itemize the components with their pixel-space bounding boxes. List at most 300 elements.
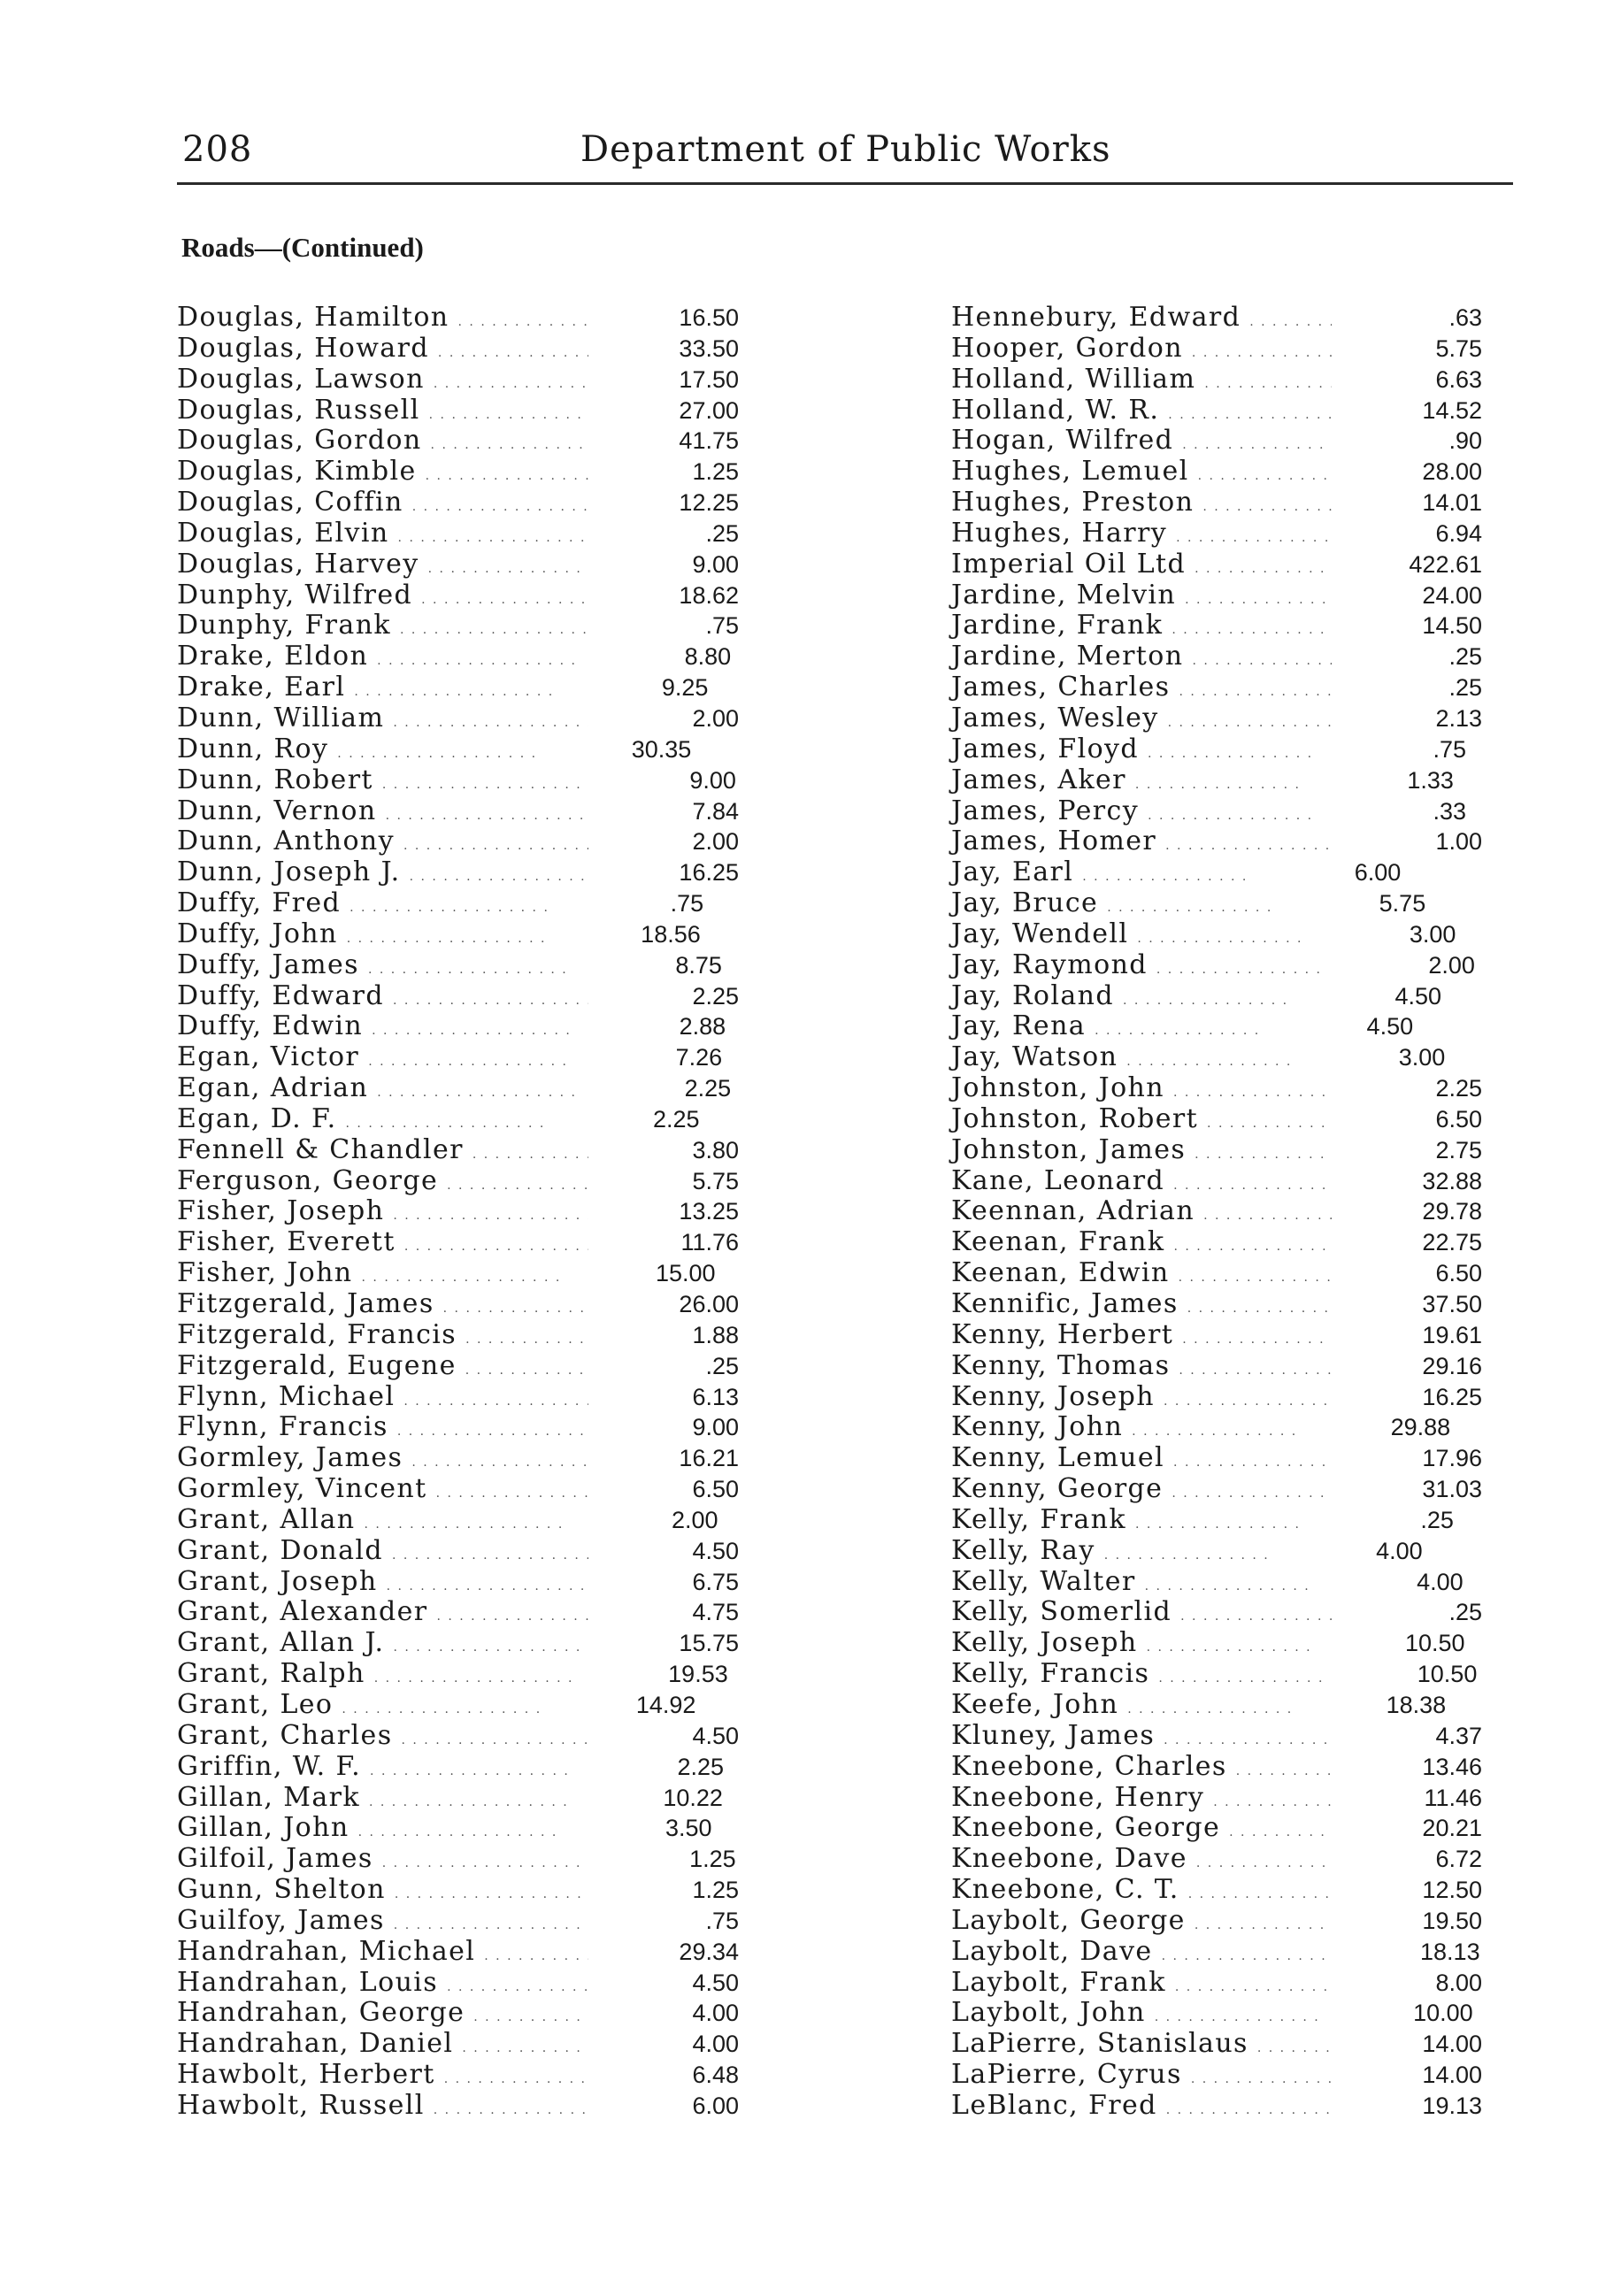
entry-row: [177, 703, 739, 734]
entry-row: [951, 2029, 1482, 2060]
entry-amount: 14.92: [635, 1691, 696, 1718]
dot-leader: [1249, 307, 1332, 338]
entry-amount: 29.78: [1422, 1198, 1482, 1225]
entry-row: [951, 1196, 1482, 1227]
entry-amount: 14.52: [1422, 396, 1482, 424]
entry-name: Egan, D. F.: [177, 1102, 337, 1134]
entry-name: Fitzgerald, Eugene: [177, 1349, 457, 1381]
entry-row: [177, 1875, 739, 1906]
entry-amount: 11.76: [680, 1229, 739, 1256]
entry-name: Grant, Ralph: [177, 1658, 365, 1690]
entry-row: [951, 1906, 1482, 1937]
dot-leader: [354, 677, 557, 708]
entry-row: [951, 488, 1482, 518]
dot-leader: [370, 1756, 573, 1787]
entry-name: James, Floyd: [951, 733, 1140, 764]
dot-leader: [462, 2033, 588, 2064]
entry-row: [177, 981, 739, 1012]
dot-leader: [382, 1848, 586, 1879]
entry-name: Johnston, John: [951, 1072, 1164, 1104]
entry-name: Kneebone, Charles: [951, 1750, 1227, 1782]
entry-amount: 2.25: [1435, 1075, 1482, 1102]
entry-name: Johnston, Robert: [951, 1102, 1199, 1134]
entry-name: Grant, Allan: [177, 1503, 356, 1535]
entry-row: [951, 734, 1482, 765]
entry-amount: 20.21: [1422, 1815, 1482, 1842]
entry-amount: 1.00: [1435, 828, 1482, 856]
entry-name: Duffy, Edward: [177, 979, 385, 1011]
dot-leader: [1191, 2064, 1332, 2095]
entry-amount: 10.50: [1404, 1630, 1465, 1657]
entry-name: Kelly, Walter: [951, 1565, 1136, 1597]
entry-amount: 3.00: [1398, 1044, 1446, 1071]
dot-leader: [395, 1879, 588, 1910]
entry-row: [177, 1783, 739, 1814]
entry-amount: 10.50: [1417, 1661, 1478, 1688]
entry-row: [951, 1412, 1482, 1443]
dot-leader: [1148, 801, 1316, 832]
right-column: [951, 303, 1482, 2122]
entry-name: Kneebone, C. T.: [951, 1874, 1179, 1906]
entry-name: Hogan, Wilfred: [951, 425, 1174, 457]
entry-row: [177, 1937, 739, 1968]
entry-amount: 9.00: [692, 550, 739, 578]
entry-row: [177, 1690, 739, 1721]
entry-amount: 14.00: [1422, 2031, 1482, 2058]
entry-name: Jardine, Merton: [951, 641, 1184, 672]
entry-amount: .75: [1433, 735, 1467, 763]
entry-amount: 5.75: [1379, 890, 1426, 918]
entry-row: [177, 334, 739, 365]
entry-amount: 31.03: [1422, 1476, 1482, 1503]
entry-amount: 29.34: [679, 1938, 739, 1965]
entry-row: [177, 1443, 739, 1474]
header-rule: [177, 182, 1513, 185]
entry-row: [951, 610, 1482, 641]
entry-row: [951, 826, 1482, 857]
entry-row: [951, 303, 1482, 334]
dot-leader: [377, 646, 580, 677]
entry-amount: .25: [1448, 643, 1482, 671]
entry-name: Fisher, Everett: [177, 1226, 396, 1258]
entry-amount: 33.50: [679, 334, 739, 362]
entry-row: [177, 796, 739, 827]
entry-name: Hughes, Harry: [951, 517, 1168, 549]
entry-name: Johnston, James: [951, 1133, 1187, 1165]
entry-amount: 2.75: [1435, 1136, 1482, 1163]
entry-row: [951, 1474, 1482, 1505]
dot-leader: [402, 1725, 589, 1756]
entry-name: Fitzgerald, James: [177, 1288, 434, 1319]
entry-name: Fitzgerald, Francis: [177, 1318, 457, 1350]
entry-amount: 2.00: [692, 704, 739, 732]
entry-row: [951, 1042, 1482, 1073]
dot-leader: [1229, 1817, 1332, 1848]
entry-name: James, Percy: [951, 795, 1140, 826]
entry-name: Gormley, James: [177, 1442, 403, 1474]
entry-row: [951, 1073, 1482, 1104]
entry-row: [951, 1597, 1482, 1628]
entry-amount: 4.50: [692, 1722, 739, 1749]
dot-leader: [1188, 1879, 1332, 1910]
entry-row: [951, 1135, 1482, 1166]
dot-leader: [443, 1294, 588, 1325]
entry-amount: 4.00: [692, 2031, 739, 2058]
entry-name: Douglas, Russell: [177, 394, 420, 426]
entry-name: Grant, Donald: [177, 1534, 383, 1566]
dot-leader: [1179, 1355, 1332, 1386]
entry-row: [177, 1474, 739, 1505]
entry-amount: 2.25: [677, 1753, 725, 1780]
entry-name: Keefe, John: [951, 1688, 1119, 1720]
entry-name: Douglas, Harvey: [177, 548, 419, 580]
entry-name: Flynn, Michael: [177, 1380, 396, 1412]
entry-row: [177, 488, 739, 518]
entry-row: [177, 457, 739, 488]
entry-amount: 6.00: [1354, 859, 1402, 887]
entry-name: Laybolt, Frank: [951, 1966, 1166, 1998]
entry-row: [951, 1998, 1482, 2029]
entry-amount: .33: [1433, 797, 1467, 825]
entry-row: [177, 1258, 739, 1289]
entry-name: Dunn, Roy: [177, 733, 329, 764]
entry-amount: 7.26: [675, 1044, 723, 1071]
entry-amount: 18.56: [641, 920, 701, 948]
entry-row: [951, 919, 1482, 950]
left-column: [177, 303, 739, 2122]
entry-row: [951, 1505, 1482, 1536]
entry-name: Gillan, John: [177, 1812, 350, 1844]
entry-name: LaPierre, Cyrus: [951, 2059, 1182, 2091]
dot-leader: [1107, 893, 1275, 924]
entry-name: Handrahan, Daniel: [177, 2028, 454, 2060]
entry-row: [951, 1844, 1482, 1875]
entry-row: [177, 2060, 739, 2091]
dot-leader: [1173, 1447, 1332, 1478]
entry-amount: 18.38: [1386, 1691, 1447, 1718]
entry-amount: 9.25: [661, 674, 709, 702]
entry-amount: 4.00: [1376, 1537, 1423, 1564]
dot-leader: [1162, 1941, 1330, 1972]
entry-row: [951, 1813, 1482, 1844]
entry-amount: 6.00: [692, 2092, 739, 2119]
entry-row: [951, 549, 1482, 580]
entry-row: [951, 1536, 1482, 1567]
entry-amount: .75: [705, 1907, 739, 1934]
entry-name: Kenny, John: [951, 1411, 1124, 1443]
entry-amount: 19.50: [1422, 1907, 1482, 1934]
entry-name: Flynn, Francis: [177, 1411, 388, 1443]
entry-amount: 1.25: [692, 458, 739, 486]
entry-amount: 2.25: [684, 1075, 732, 1102]
dot-leader: [1173, 1171, 1332, 1202]
entry-row: [951, 1166, 1482, 1197]
dot-leader: [1195, 1140, 1332, 1171]
entry-amount: 3.50: [665, 1815, 712, 1842]
entry-name: Grant, Allan J.: [177, 1627, 385, 1659]
entry-row: [177, 1320, 739, 1351]
dot-leader: [412, 492, 588, 523]
entry-amount: 22.75: [1422, 1229, 1482, 1256]
entry-name: Dunphy, Wilfred: [177, 579, 413, 610]
entry-row: [951, 1351, 1482, 1382]
entry-amount: 4.50: [1394, 982, 1442, 1010]
entry-amount: 16.25: [1422, 1383, 1482, 1410]
entry-row: [951, 2091, 1482, 2122]
entry-name: Hennebury, Edward: [951, 302, 1241, 333]
entry-name: Grant, Joseph: [177, 1565, 378, 1597]
entry-amount: 4.50: [692, 1537, 739, 1564]
entry-name: Douglas, Lawson: [177, 363, 425, 395]
entry-row: [177, 1998, 739, 2029]
dot-leader: [368, 955, 572, 986]
entry-amount: 6.50: [692, 1476, 739, 1503]
entry-name: Kenny, Thomas: [951, 1349, 1171, 1381]
dot-leader: [1195, 1910, 1332, 1941]
entry-row: [951, 334, 1482, 365]
dot-leader: [404, 1232, 588, 1263]
entry-name: Dunn, Vernon: [177, 795, 377, 826]
entry-name: Douglas, Elvin: [177, 517, 389, 549]
entry-name: Kluney, James: [951, 1719, 1156, 1751]
dot-leader: [377, 1078, 580, 1109]
entry-amount: .90: [1448, 427, 1482, 455]
dot-leader: [1180, 1601, 1332, 1632]
entry-row: [951, 1289, 1482, 1320]
entry-amount: 6.63: [1435, 365, 1482, 393]
entry-amount: 16.25: [679, 859, 739, 887]
entry-name: James, Charles: [951, 672, 1171, 703]
dot-leader: [411, 1447, 588, 1478]
entry-amount: 4.50: [692, 1969, 739, 1996]
entry-name: Kenny, George: [951, 1473, 1164, 1505]
entry-amount: 14.50: [1422, 612, 1482, 640]
entry-name: Gormley, Vincent: [177, 1473, 427, 1505]
dot-leader: [365, 1509, 568, 1540]
dot-leader: [1192, 338, 1332, 369]
entry-name: James, Homer: [951, 825, 1157, 857]
page-number: 208: [182, 129, 253, 170]
entry-amount: 24.00: [1422, 581, 1482, 609]
entry-name: Kneebone, George: [951, 1812, 1221, 1844]
entry-name: Kennific, James: [951, 1288, 1179, 1319]
entry-amount: 1.25: [692, 1877, 739, 1904]
entry-name: Kelly, Francis: [951, 1658, 1150, 1690]
entry-row: [951, 1320, 1482, 1351]
entry-row: [177, 950, 739, 981]
entry-row: [951, 2060, 1482, 2091]
dot-leader: [392, 1540, 588, 1571]
entry-row: [951, 1104, 1482, 1135]
entry-row: [177, 1289, 739, 1320]
entry-name: Hughes, Lemuel: [951, 456, 1189, 488]
dot-leader: [436, 1478, 588, 1509]
entry-amount: 27.00: [679, 396, 739, 424]
entry-name: Hooper, Gordon: [951, 332, 1183, 364]
dot-leader: [436, 1601, 588, 1632]
entry-amount: 1.25: [689, 1846, 736, 1873]
entry-name: Egan, Victor: [177, 1041, 360, 1073]
entry-row: [951, 1258, 1482, 1289]
dot-leader: [434, 2095, 588, 2126]
running-title: Department of Public Works: [580, 129, 1111, 170]
entry-amount: .75: [705, 612, 739, 640]
entry-row: [951, 1227, 1482, 1258]
entry-amount: 30.35: [631, 735, 692, 763]
entry-row: [177, 1536, 739, 1567]
entry-row: [951, 1567, 1482, 1598]
entry-row: [177, 1659, 739, 1690]
dot-leader: [434, 369, 588, 400]
entry-name: Douglas, Howard: [177, 332, 429, 364]
entry-amount: 5.75: [692, 1167, 739, 1194]
entry-amount: 6.50: [1435, 1105, 1482, 1133]
entry-amount: 19.13: [1422, 2092, 1482, 2119]
entry-amount: 2.88: [679, 1013, 726, 1040]
entry-name: Douglas, Coffin: [177, 487, 403, 518]
entry-row: [177, 395, 739, 426]
entry-row: [951, 457, 1482, 488]
dot-leader: [1123, 986, 1291, 1017]
entry-row: [951, 426, 1482, 457]
entry-amount: 6.94: [1435, 519, 1482, 547]
dot-leader: [473, 2002, 588, 2033]
dot-leader: [1173, 1232, 1332, 1263]
entry-row: [177, 1567, 739, 1598]
entry-name: Kneebone, Dave: [951, 1843, 1187, 1875]
entry-row: [177, 1752, 739, 1783]
dot-leader: [428, 554, 588, 585]
entry-row: [951, 1628, 1482, 1659]
entry-name: Gunn, Shelton: [177, 1874, 386, 1906]
entry-row: [951, 703, 1482, 734]
entry-row: [177, 1351, 739, 1382]
entry-name: Gillan, Mark: [177, 1781, 360, 1813]
entry-row: [177, 1104, 739, 1135]
dot-leader: [1192, 646, 1332, 677]
entry-amount: 6.13: [692, 1383, 739, 1410]
entry-row: [951, 1752, 1482, 1783]
entry-name: Handrahan, George: [177, 1997, 465, 2029]
dot-leader: [1202, 492, 1332, 523]
entry-amount: 2.25: [652, 1105, 700, 1133]
entry-amount: 37.50: [1422, 1291, 1482, 1317]
entry-row: [177, 2029, 739, 2060]
dot-leader: [1176, 523, 1332, 554]
entry-row: [177, 1505, 739, 1536]
entry-amount: 13.25: [679, 1198, 739, 1225]
entry-name: Kelly, Ray: [951, 1534, 1095, 1566]
entry-name: Jardine, Melvin: [951, 579, 1177, 610]
entry-amount: 3.00: [1409, 920, 1456, 948]
entry-name: Kenny, Lemuel: [951, 1442, 1165, 1474]
dot-leader: [1172, 615, 1332, 646]
entry-name: Egan, Adrian: [177, 1072, 369, 1104]
dot-leader: [1137, 924, 1305, 955]
entry-name: Gilfoil, James: [177, 1843, 373, 1875]
entry-amount: 4.37: [1435, 1722, 1482, 1749]
entry-row: [951, 796, 1482, 827]
entry-name: Grant, Leo: [177, 1688, 334, 1720]
entry-name: Jay, Bruce: [951, 887, 1099, 919]
dot-leader: [382, 770, 586, 801]
dot-leader: [350, 893, 553, 924]
entry-amount: 6.72: [1435, 1846, 1482, 1873]
dot-leader: [1182, 430, 1332, 461]
entry-name: Keenan, Edwin: [951, 1257, 1170, 1289]
entry-row: [177, 610, 739, 641]
entry-amount: 3.80: [692, 1136, 739, 1163]
entry-amount: 2.00: [671, 1506, 718, 1533]
dot-leader: [1185, 585, 1332, 616]
entry-amount: 13.46: [1422, 1753, 1482, 1780]
entry-name: Dunn, Anthony: [177, 825, 395, 857]
entry-amount: 8.80: [684, 643, 732, 671]
entry-row: [177, 888, 739, 919]
entry-name: Jay, Rena: [951, 1010, 1087, 1042]
dot-leader: [374, 1663, 578, 1694]
entry-row: [951, 1659, 1482, 1690]
entry-row: [951, 395, 1482, 426]
entry-amount: 11.46: [1424, 1784, 1482, 1811]
entry-amount: 29.88: [1390, 1414, 1451, 1441]
dot-leader: [398, 523, 588, 554]
entry-name: Drake, Eldon: [177, 641, 369, 672]
entry-row: [177, 1073, 739, 1104]
entry-name: Drake, Earl: [177, 672, 346, 703]
entry-amount: 2.25: [692, 982, 739, 1010]
entry-name: Hawbolt, Russell: [177, 2089, 425, 2121]
dot-leader: [1082, 862, 1250, 893]
entry-row: [951, 888, 1482, 919]
entry-name: Hawbolt, Herbert: [177, 2059, 435, 2091]
entry-amount: 1.88: [692, 1321, 739, 1348]
entry-row: [177, 1166, 739, 1197]
entry-name: LaPierre, Stanislaus: [951, 2028, 1248, 2060]
entry-amount: .25: [1448, 674, 1482, 702]
entry-row: [177, 1628, 739, 1659]
entry-amount: 5.75: [1435, 334, 1482, 362]
entry-amount: 12.25: [679, 489, 739, 517]
entry-row: [951, 518, 1482, 549]
entry-amount: 41.75: [679, 427, 739, 455]
entry-amount: 2.13: [1435, 704, 1482, 732]
entry-name: Fennell & Chandler: [177, 1133, 464, 1165]
entry-amount: 7.84: [692, 797, 739, 825]
entry-name: Laybolt, George: [951, 1904, 1186, 1936]
entry-name: Grant, Alexander: [177, 1596, 428, 1628]
dot-leader: [400, 615, 588, 646]
entry-row: [951, 1937, 1482, 1968]
dot-leader: [1147, 1632, 1315, 1663]
dot-leader: [403, 1386, 588, 1417]
entry-row: [951, 1443, 1482, 1474]
entry-row: [951, 641, 1482, 672]
entry-amount: 4.75: [692, 1599, 739, 1626]
entry-name: Grant, Charles: [177, 1719, 393, 1751]
entry-amount: 19.53: [668, 1661, 728, 1688]
entry-name: Ferguson, George: [177, 1164, 439, 1196]
entry-row: [177, 303, 739, 334]
entry-amount: 14.00: [1422, 2062, 1482, 2089]
dot-leader: [429, 400, 588, 431]
entry-name: Kenny, Joseph: [951, 1380, 1156, 1412]
entry-amount: 17.96: [1422, 1445, 1482, 1472]
entry-name: Kelly, Somerlid: [951, 1596, 1172, 1628]
entry-amount: 32.88: [1422, 1167, 1482, 1194]
dot-leader: [1196, 1848, 1332, 1879]
entry-amount: .25: [1420, 1506, 1454, 1533]
